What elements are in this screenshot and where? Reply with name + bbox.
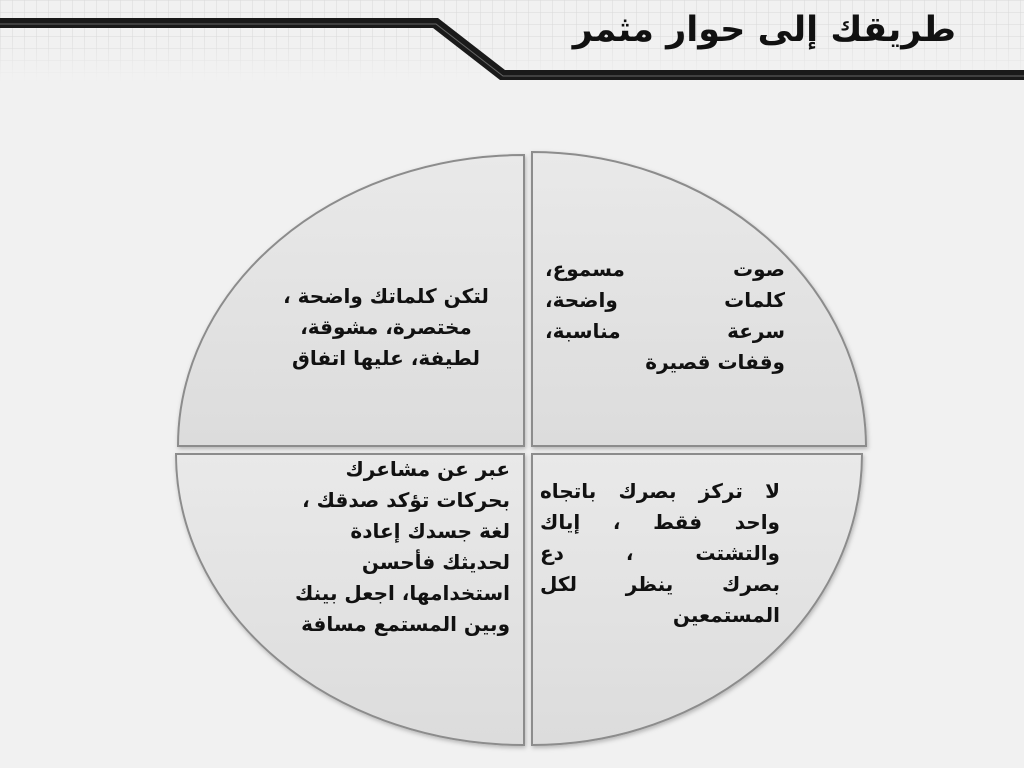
text-line: واحد فقط ، إياك [540,510,780,534]
text-line: المستمعين [672,603,780,627]
text-line: لحديثك فأحسن [361,550,510,574]
text-line: والتشتت ، دع [540,541,780,565]
quadrant-bottom-right-text [540,476,780,631]
text-line: لا تركز بصرك باتجاه [540,479,780,503]
quadrant-bottom-left-text [262,454,510,640]
text-line: بحركات تؤكد صدقك ، [302,488,510,512]
text-line: سرعة مناسبة، [545,319,785,343]
text-line: استخدامها، اجعل بينك [295,581,510,605]
text-line: صوت مسموع، [545,257,785,281]
text-line: بصرك ينظر لكل [540,572,780,596]
text-line: لطيفة، عليها اتفاق [291,346,481,370]
text-line: مختصرة، مشوقة، [300,315,472,339]
text-line: لتكن كلماتك واضحة ، [283,284,489,308]
text-line: عبر عن مشاعرك [345,457,510,481]
text-line: لغة جسدك إعادة [350,519,510,543]
text-line: كلمات واضحة، [545,288,785,312]
slide-title: طريقك إلى حوار مثمر [572,10,956,50]
text-line: وبين المستمع مسافة [301,612,510,636]
text-line: وقفات قصيرة [645,350,785,374]
quadrant-top-right-text [545,254,785,378]
quadrant-top-left-text [262,281,510,374]
